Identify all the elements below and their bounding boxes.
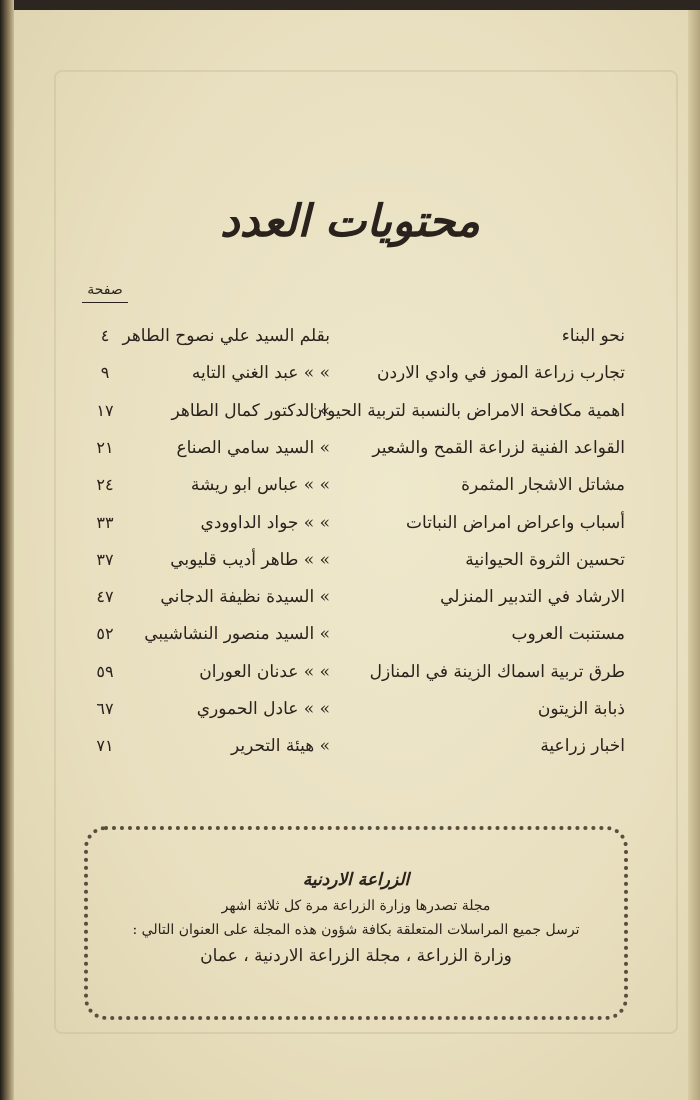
publication-notice	[84, 826, 628, 1020]
entry-author: » هيئة التحرير	[230, 736, 330, 757]
entry-title: اهمية مكافحة الامراض بالنسبة لتربية الحيوان	[309, 400, 625, 421]
toc-entry	[80, 475, 625, 505]
entry-author: » السيد سامي الصناع	[176, 437, 330, 458]
entry-author: » الدكتور كمال الطاهر	[171, 400, 330, 421]
entry-author: » » عباس ابو ريشة	[190, 475, 330, 496]
toc-entry	[80, 587, 625, 617]
notice-line-3: وزارة الزراعة ، مجلة الزراعة الاردنية ، عمان	[200, 946, 512, 966]
entry-author: » » طاهر أديب قليوبي	[170, 549, 330, 570]
toc-entry	[80, 662, 625, 692]
entry-author: » السيدة نظيفة الدجاني	[160, 587, 330, 608]
entry-title: مستنبت العروب	[511, 624, 625, 645]
notice-line-1: مجلة تصدرها وزارة الزراعة مرة كل ثلاثة اشهر	[221, 898, 491, 914]
entry-author: » » عبد الغني التايه	[191, 363, 330, 384]
notice-line-2: ترسل جميع المراسلات المتعلقة بكافة شؤون هذه المجلة على العنوان التالي :	[132, 922, 580, 938]
entry-title: مشاتل الاشجار المثمرة	[461, 475, 625, 496]
entry-page: ٥٢	[96, 624, 114, 644]
entry-page: ٦٧	[96, 699, 114, 718]
entry-title: أسباب واعراض امراض النباتات	[406, 512, 625, 533]
toc-entry	[80, 326, 625, 356]
toc-entry	[80, 513, 625, 543]
toc-entry	[80, 363, 625, 393]
toc-entry	[80, 438, 625, 468]
book-spine	[0, 0, 14, 1100]
entry-title: نحو البناء	[561, 326, 625, 346]
entry-title: تحسين الثروة الحيوانية	[465, 549, 625, 570]
toc-entry	[80, 401, 625, 431]
entry-title: القواعد الفنية لزراعة القمح والشعير	[372, 437, 625, 458]
toc-entry	[80, 699, 625, 729]
page-edge	[688, 10, 700, 1100]
entry-title: اخبار زراعية	[540, 736, 625, 757]
entry-page: ٤٧	[96, 587, 114, 607]
entry-author: » » عدنان العوران	[199, 661, 330, 682]
toc-entry	[80, 736, 625, 766]
entry-author: بقلم السيد علي نصوح الطاهر	[122, 326, 330, 346]
entry-title: ذبابة الزيتون	[537, 699, 625, 719]
entry-author: » » جواد الداوودي	[200, 512, 330, 533]
entry-page: ١٧	[96, 400, 114, 420]
entry-page: ٣٧	[96, 549, 114, 569]
toc-entry	[80, 550, 625, 580]
entry-page: ٢٤	[96, 475, 114, 495]
entry-author: » » عادل الحموري	[196, 699, 330, 719]
entry-page: ٢١	[96, 437, 114, 457]
entry-page: ٧١	[96, 736, 114, 756]
entry-title: تجارب زراعة الموز في وادي الاردن	[376, 363, 625, 384]
notice-heading: الزراعة الاردنية	[302, 870, 410, 890]
page-column-header: صفحة	[82, 282, 128, 303]
entry-page: ٩	[100, 363, 110, 383]
toc-entry	[80, 624, 625, 654]
entry-page: ٥٩	[96, 661, 114, 681]
entry-title: الارشاد في التدبير المنزلي	[440, 587, 625, 608]
entry-author: » السيد منصور النشاشيبي	[144, 624, 330, 645]
entry-page: ٣٣	[96, 512, 114, 532]
entry-page: ٤	[100, 326, 110, 345]
entry-title: طرق تربية اسماك الزينة في المنازل	[369, 661, 625, 682]
page-title: محتويات العدد	[220, 196, 480, 247]
